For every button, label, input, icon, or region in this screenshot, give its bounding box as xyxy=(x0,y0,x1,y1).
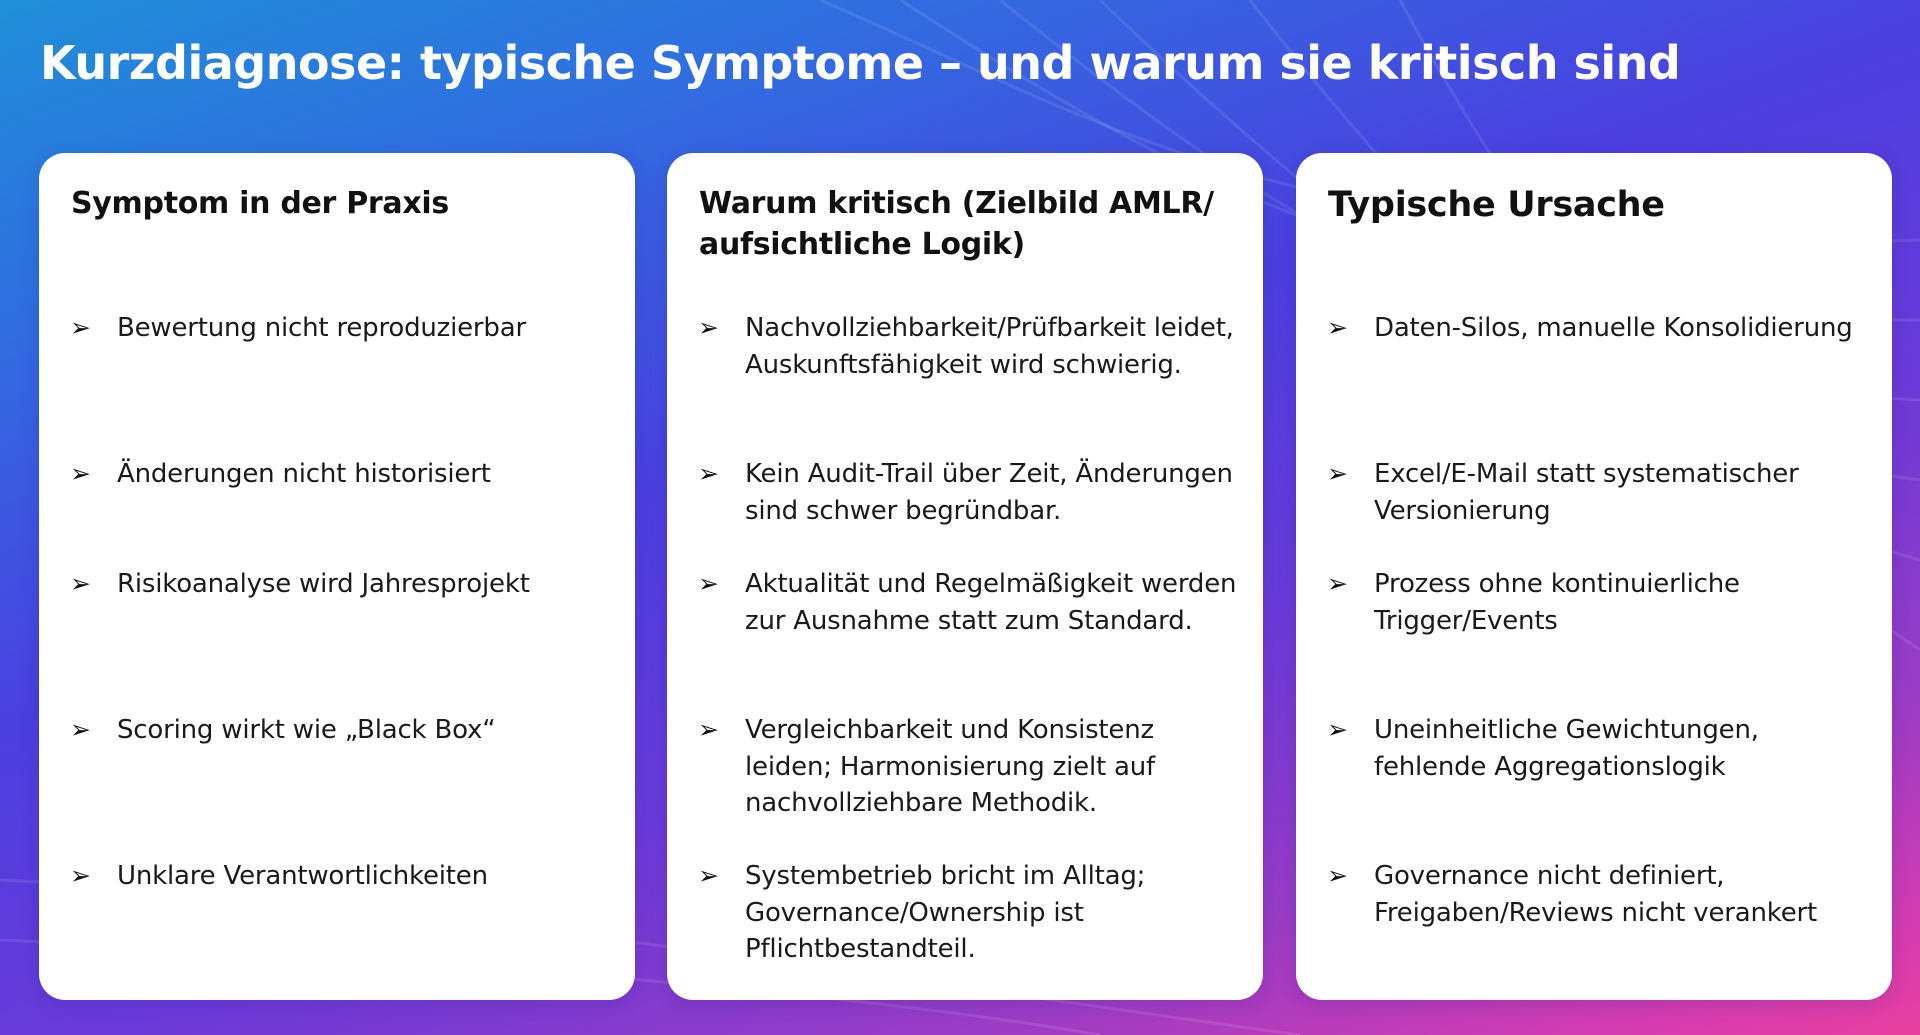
card-heading: Typische Ursache xyxy=(1328,185,1665,225)
arrowhead-bullet-icon: ➢ xyxy=(698,569,719,598)
list-item xyxy=(1327,712,1876,785)
list-item xyxy=(698,712,1247,822)
list-item xyxy=(698,858,1247,968)
list-item xyxy=(698,566,1247,639)
list-item-text: Uneinheitliche Gewichtungen, fehlende Aggregationslogik xyxy=(1374,715,1759,782)
list-item xyxy=(1327,566,1876,639)
list-item-text: Bewertung nicht reproduzierbar xyxy=(117,313,526,343)
arrowhead-bullet-icon: ➢ xyxy=(70,569,91,598)
list-item xyxy=(698,456,1247,529)
arrowhead-bullet-icon: ➢ xyxy=(1327,459,1348,488)
list-item-text: Governance nicht definiert, Freigaben/Reviews nicht verankert xyxy=(1374,861,1817,928)
arrowhead-bullet-icon: ➢ xyxy=(1327,715,1348,744)
list-item-text: Daten-Silos, manuelle Konsolidierung xyxy=(1374,313,1853,343)
list-item xyxy=(70,456,619,493)
arrowhead-bullet-icon: ➢ xyxy=(70,313,91,342)
list-item-text: Kein Audit-Trail über Zeit, Änderungen sind schwer begründbar. xyxy=(745,459,1233,526)
list-item-text: Aktualität und Regelmäßigkeit werden zur Ausnahme statt zum Standard. xyxy=(745,569,1237,636)
list-item-text: Nachvollziehbarkeit/Prüfbarkeit leidet, Auskunftsfähigkeit wird schwierig. xyxy=(745,313,1234,380)
arrowhead-bullet-icon: ➢ xyxy=(1327,313,1348,342)
list-item xyxy=(1327,858,1876,931)
list-item-text: Risikoanalyse wird Jahresprojekt xyxy=(117,569,530,599)
arrowhead-bullet-icon: ➢ xyxy=(1327,569,1348,598)
card-typische-ursache xyxy=(1296,153,1892,1000)
list-item xyxy=(1327,310,1876,347)
card-symptom-in-der-praxis xyxy=(39,153,635,1000)
card-warum-kritisch xyxy=(667,153,1263,1000)
list-item-text: Vergleichbarkeit und Konsistenz leiden; Harmonisierung zielt auf nachvollziehbare Methodik. xyxy=(745,715,1155,818)
card-heading: Warum kritisch (Zielbild AMLR/ aufsichtliche Logik) xyxy=(699,186,1214,262)
list-item xyxy=(70,310,619,347)
list-item-text: Systembetrieb bricht im Alltag; Governance/Ownership ist Pflichtbestandteil. xyxy=(745,861,1146,964)
list-item xyxy=(698,310,1247,383)
arrowhead-bullet-icon: ➢ xyxy=(70,459,91,488)
list-item xyxy=(70,712,619,749)
list-item xyxy=(70,566,619,603)
list-item-text: Prozess ohne kontinuierliche Trigger/Events xyxy=(1374,569,1740,636)
arrowhead-bullet-icon: ➢ xyxy=(1327,861,1348,890)
list-item-text: Excel/E-Mail statt systematischer Versionierung xyxy=(1374,459,1799,526)
list-item-text: Scoring wirkt wie „Black Box“ xyxy=(117,715,496,745)
card-heading: Symptom in der Praxis xyxy=(71,186,449,221)
list-item xyxy=(70,858,619,895)
arrowhead-bullet-icon: ➢ xyxy=(698,715,719,744)
arrowhead-bullet-icon: ➢ xyxy=(698,861,719,890)
arrowhead-bullet-icon: ➢ xyxy=(698,313,719,342)
arrowhead-bullet-icon: ➢ xyxy=(70,861,91,890)
list-item-text: Unklare Verantwortlichkeiten xyxy=(117,861,488,891)
arrowhead-bullet-icon: ➢ xyxy=(698,459,719,488)
arrowhead-bullet-icon: ➢ xyxy=(70,715,91,744)
list-item xyxy=(1327,456,1876,529)
list-item-text: Änderungen nicht historisiert xyxy=(117,459,491,489)
slide-title: Kurzdiagnose: typische Symptome – und warum sie kritisch sind xyxy=(40,36,1681,90)
